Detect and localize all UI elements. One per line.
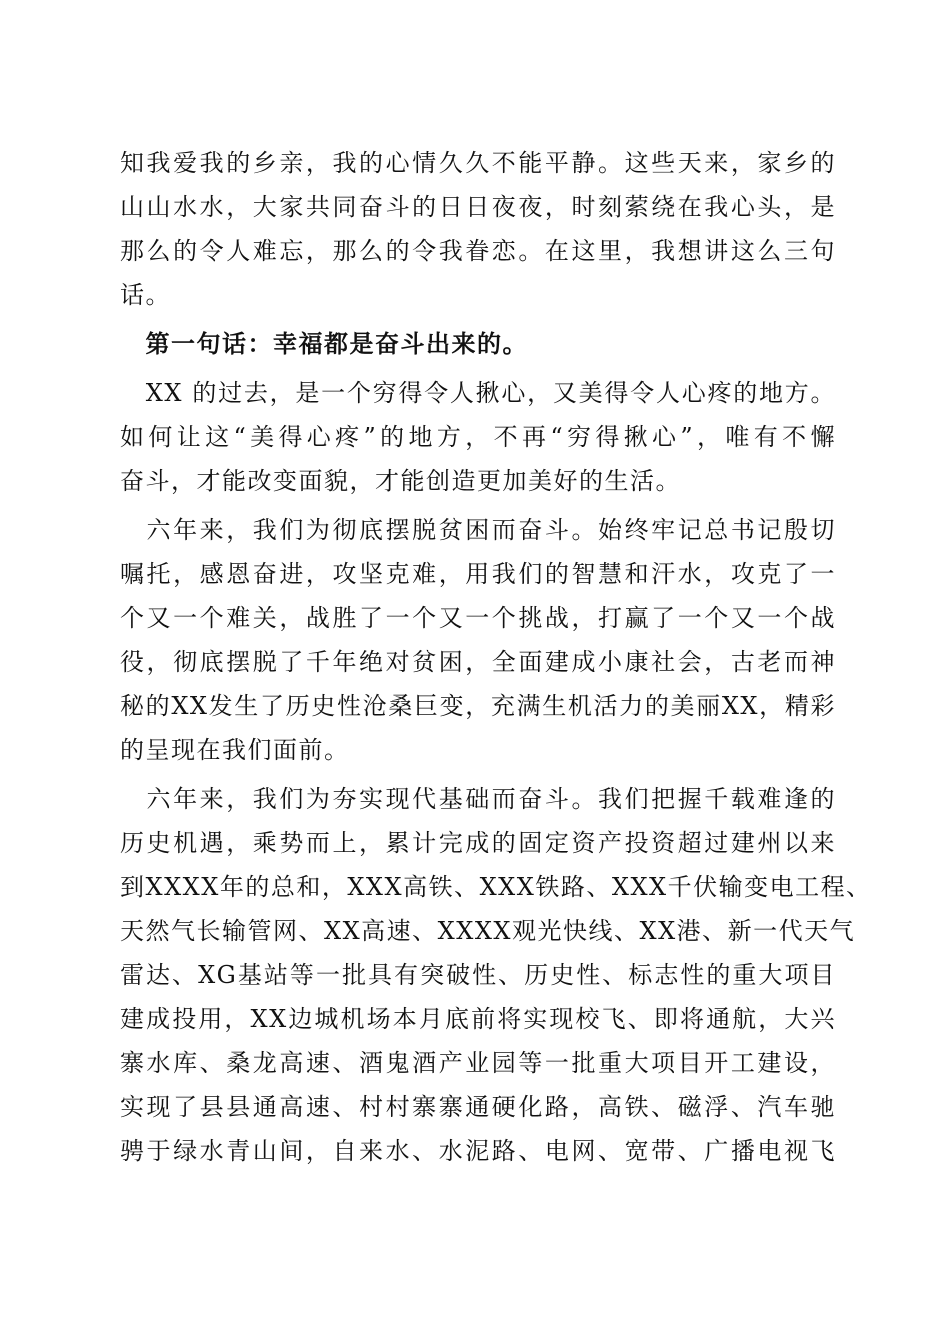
text-line: XX 的过去，是一个穷得令人揪心，又美得令人心疼的地方。 <box>120 379 836 407</box>
text-line: 历史机遇，乘势而上，累计完成的固定资产投资超过建州以来 <box>120 829 836 857</box>
text-line: 役，彻底摆脱了千年绝对贫困，全面建成小康社会，古老而神 <box>120 648 836 676</box>
paragraph <box>120 141 836 317</box>
text-line: 个又一个难关，战胜了一个又一个挑战，打赢了一个又一个战 <box>120 604 836 632</box>
text-line: 秘的XX发生了历史性沧桑巨变，充满生机活力的美丽XX，精彩 <box>120 692 836 720</box>
text-line: 话。 <box>120 281 171 309</box>
text-line: 奋斗，才能改变面貌，才能创造更加美好的生活。 <box>120 467 681 495</box>
text-line: 到XXXX年的总和，XXX高铁、XXX铁路、XXX千伏输变电工程、 <box>120 873 872 901</box>
text-line: 六年来，我们为夯实现代基础而奋斗。我们把握千载难逢的 <box>120 785 836 813</box>
text-line: 知我爱我的乡亲，我的心情久久不能平静。这些天来，家乡的 <box>120 149 836 177</box>
text-line: 第一句话：幸福都是奋斗出来的。 <box>120 329 528 358</box>
document-body <box>120 141 872 1173</box>
section-heading <box>120 322 836 366</box>
text-line: 山山水水，大家共同奋斗的日日夜夜，时刻萦绕在我心头，是 <box>120 193 836 221</box>
paragraph <box>120 777 872 1173</box>
text-line: 嘱托，感恩奋进，攻坚克难，用我们的智慧和汗水，攻克了一 <box>120 560 836 588</box>
text-line: 天然气长输管网、XX高速、XXXX观光快线、XX港、新一代天气 <box>120 917 856 945</box>
paragraph <box>120 508 836 772</box>
text-line: 雷达、XG基站等一批具有突破性、历史性、标志性的重大项目 <box>120 961 836 989</box>
text-line: 那么的令人难忘，那么的令我眷恋。在这里，我想讲这么三句 <box>120 237 836 265</box>
text-line: 建成投用，XX边城机场本月底前将实现校飞、即将通航，大兴 <box>120 1005 836 1033</box>
text-line: 实现了县县通高速、村村寨寨通硬化路，高铁、磁浮、汽车驰 <box>120 1093 836 1121</box>
paragraph <box>120 371 836 503</box>
text-line: 如何让这“美得心疼”的地方，不再“穷得揪心”，唯有不懈 <box>120 423 836 451</box>
text-line: 骋于绿水青山间，自来水、水泥路、电网、宽带、广播电视飞 <box>120 1137 836 1165</box>
text-line: 的呈现在我们面前。 <box>120 736 350 764</box>
text-line: 寨水库、桑龙高速、酒鬼酒产业园等一批重大项目开工建设， <box>120 1049 836 1077</box>
text-line: 六年来，我们为彻底摆脱贫困而奋斗。始终牢记总书记殷切 <box>120 516 836 544</box>
